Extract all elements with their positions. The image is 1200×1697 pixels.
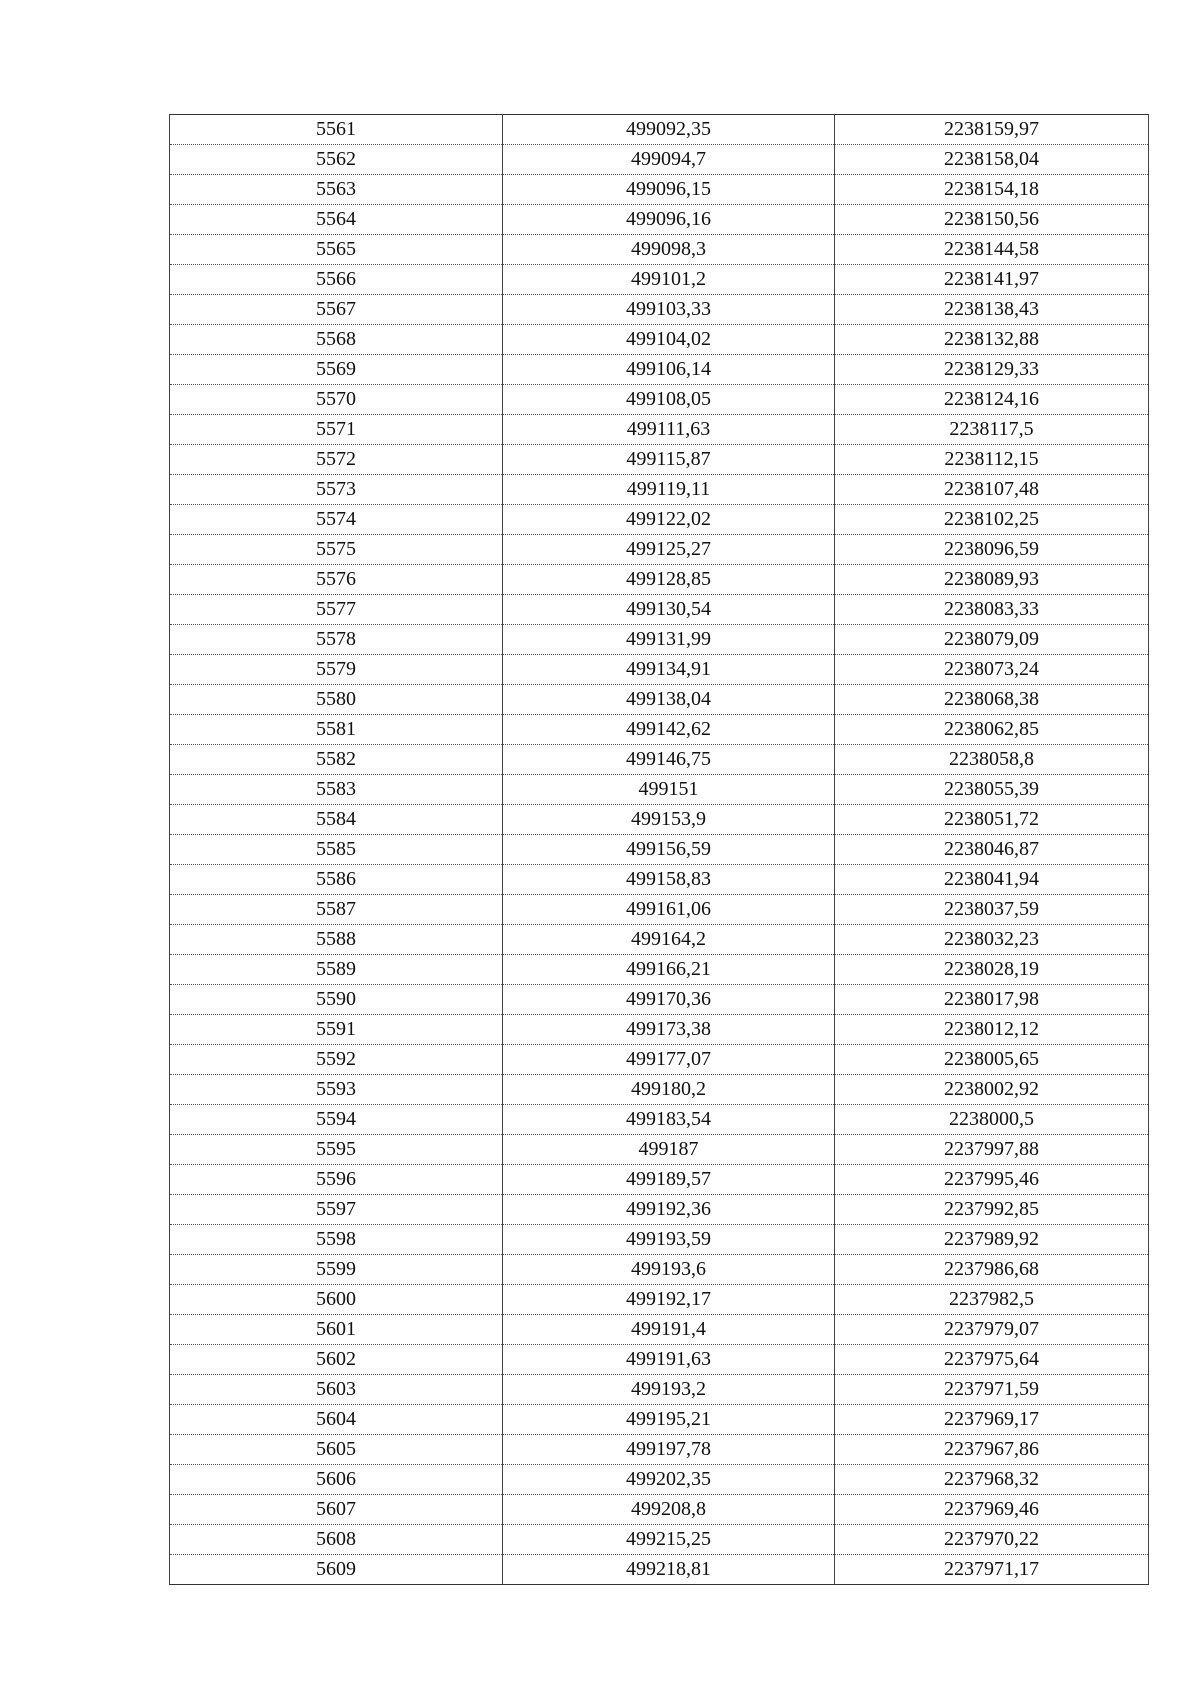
point-number-cell: 5563 bbox=[170, 175, 503, 205]
point-number-cell: 5590 bbox=[170, 985, 503, 1015]
x-coordinate-cell: 499156,59 bbox=[503, 835, 835, 865]
x-coordinate-cell: 499142,62 bbox=[503, 715, 835, 745]
x-coordinate-cell: 499192,36 bbox=[503, 1195, 835, 1225]
table-row bbox=[170, 1555, 1149, 1585]
y-coordinate-cell: 2238005,65 bbox=[835, 1045, 1149, 1075]
table-row bbox=[170, 325, 1149, 355]
x-coordinate-cell: 499096,15 bbox=[503, 175, 835, 205]
y-coordinate-cell: 2237997,88 bbox=[835, 1135, 1149, 1165]
x-coordinate-cell: 499189,57 bbox=[503, 1165, 835, 1195]
x-coordinate-cell: 499197,78 bbox=[503, 1435, 835, 1465]
table-row bbox=[170, 1345, 1149, 1375]
x-coordinate-cell: 499098,3 bbox=[503, 235, 835, 265]
table-row bbox=[170, 925, 1149, 955]
x-coordinate-cell: 499180,2 bbox=[503, 1075, 835, 1105]
y-coordinate-cell: 2238037,59 bbox=[835, 895, 1149, 925]
x-coordinate-cell: 499193,6 bbox=[503, 1255, 835, 1285]
y-coordinate-cell: 2237982,5 bbox=[835, 1285, 1149, 1315]
point-number-cell: 5569 bbox=[170, 355, 503, 385]
x-coordinate-cell: 499161,06 bbox=[503, 895, 835, 925]
y-coordinate-cell: 2238002,92 bbox=[835, 1075, 1149, 1105]
x-coordinate-cell: 499193,59 bbox=[503, 1225, 835, 1255]
table-row bbox=[170, 715, 1149, 745]
x-coordinate-cell: 499108,05 bbox=[503, 385, 835, 415]
table-row bbox=[170, 895, 1149, 925]
table-row bbox=[170, 1255, 1149, 1285]
x-coordinate-cell: 499138,04 bbox=[503, 685, 835, 715]
y-coordinate-cell: 2238102,25 bbox=[835, 505, 1149, 535]
x-coordinate-cell: 499153,9 bbox=[503, 805, 835, 835]
table-row bbox=[170, 1495, 1149, 1525]
x-coordinate-cell: 499191,4 bbox=[503, 1315, 835, 1345]
table-row bbox=[170, 1225, 1149, 1255]
point-number-cell: 5583 bbox=[170, 775, 503, 805]
table-row bbox=[170, 1195, 1149, 1225]
y-coordinate-cell: 2238068,38 bbox=[835, 685, 1149, 715]
table-row bbox=[170, 295, 1149, 325]
point-number-cell: 5606 bbox=[170, 1465, 503, 1495]
table-row bbox=[170, 505, 1149, 535]
y-coordinate-cell: 2238138,43 bbox=[835, 295, 1149, 325]
point-number-cell: 5565 bbox=[170, 235, 503, 265]
table-row bbox=[170, 415, 1149, 445]
x-coordinate-cell: 499096,16 bbox=[503, 205, 835, 235]
table-row bbox=[170, 355, 1149, 385]
y-coordinate-cell: 2238150,56 bbox=[835, 205, 1149, 235]
table-row bbox=[170, 985, 1149, 1015]
table-row bbox=[170, 625, 1149, 655]
y-coordinate-cell: 2237967,86 bbox=[835, 1435, 1149, 1465]
y-coordinate-cell: 2238112,15 bbox=[835, 445, 1149, 475]
y-coordinate-cell: 2237992,85 bbox=[835, 1195, 1149, 1225]
y-coordinate-cell: 2237971,17 bbox=[835, 1555, 1149, 1585]
x-coordinate-cell: 499111,63 bbox=[503, 415, 835, 445]
x-coordinate-cell: 499128,85 bbox=[503, 565, 835, 595]
y-coordinate-cell: 2238083,33 bbox=[835, 595, 1149, 625]
point-number-cell: 5580 bbox=[170, 685, 503, 715]
y-coordinate-cell: 2237969,46 bbox=[835, 1495, 1149, 1525]
table-row bbox=[170, 1285, 1149, 1315]
x-coordinate-cell: 499146,75 bbox=[503, 745, 835, 775]
point-number-cell: 5570 bbox=[170, 385, 503, 415]
x-coordinate-cell: 499193,2 bbox=[503, 1375, 835, 1405]
point-number-cell: 5602 bbox=[170, 1345, 503, 1375]
x-coordinate-cell: 499183,54 bbox=[503, 1105, 835, 1135]
y-coordinate-cell: 2238144,58 bbox=[835, 235, 1149, 265]
x-coordinate-cell: 499218,81 bbox=[503, 1555, 835, 1585]
x-coordinate-cell: 499125,27 bbox=[503, 535, 835, 565]
y-coordinate-cell: 2238062,85 bbox=[835, 715, 1149, 745]
y-coordinate-cell: 2238058,8 bbox=[835, 745, 1149, 775]
point-number-cell: 5600 bbox=[170, 1285, 503, 1315]
point-number-cell: 5562 bbox=[170, 145, 503, 175]
table-row bbox=[170, 1015, 1149, 1045]
y-coordinate-cell: 2238041,94 bbox=[835, 865, 1149, 895]
table-row bbox=[170, 1405, 1149, 1435]
y-coordinate-cell: 2238154,18 bbox=[835, 175, 1149, 205]
table-row bbox=[170, 865, 1149, 895]
y-coordinate-cell: 2238158,04 bbox=[835, 145, 1149, 175]
y-coordinate-cell: 2238017,98 bbox=[835, 985, 1149, 1015]
y-coordinate-cell: 2238051,72 bbox=[835, 805, 1149, 835]
x-coordinate-cell: 499158,83 bbox=[503, 865, 835, 895]
table-row bbox=[170, 1315, 1149, 1345]
table-row bbox=[170, 205, 1149, 235]
y-coordinate-cell: 2238046,87 bbox=[835, 835, 1149, 865]
point-number-cell: 5578 bbox=[170, 625, 503, 655]
point-number-cell: 5597 bbox=[170, 1195, 503, 1225]
x-coordinate-cell: 499166,21 bbox=[503, 955, 835, 985]
table-row bbox=[170, 1435, 1149, 1465]
x-coordinate-cell: 499106,14 bbox=[503, 355, 835, 385]
table-row bbox=[170, 265, 1149, 295]
y-coordinate-cell: 2238159,97 bbox=[835, 115, 1149, 145]
point-number-cell: 5574 bbox=[170, 505, 503, 535]
point-number-cell: 5604 bbox=[170, 1405, 503, 1435]
x-coordinate-cell: 499202,35 bbox=[503, 1465, 835, 1495]
table-row bbox=[170, 1075, 1149, 1105]
y-coordinate-cell: 2238028,19 bbox=[835, 955, 1149, 985]
point-number-cell: 5605 bbox=[170, 1435, 503, 1465]
y-coordinate-cell: 2237986,68 bbox=[835, 1255, 1149, 1285]
x-coordinate-cell: 499094,7 bbox=[503, 145, 835, 175]
table-row bbox=[170, 1105, 1149, 1135]
y-coordinate-cell: 2237995,46 bbox=[835, 1165, 1149, 1195]
point-number-cell: 5603 bbox=[170, 1375, 503, 1405]
x-coordinate-cell: 499122,02 bbox=[503, 505, 835, 535]
table-row bbox=[170, 1045, 1149, 1075]
point-number-cell: 5567 bbox=[170, 295, 503, 325]
y-coordinate-cell: 2237989,92 bbox=[835, 1225, 1149, 1255]
point-number-cell: 5579 bbox=[170, 655, 503, 685]
table-row bbox=[170, 1525, 1149, 1555]
point-number-cell: 5582 bbox=[170, 745, 503, 775]
x-coordinate-cell: 499115,87 bbox=[503, 445, 835, 475]
point-number-cell: 5561 bbox=[170, 115, 503, 145]
point-number-cell: 5591 bbox=[170, 1015, 503, 1045]
y-coordinate-cell: 2238107,48 bbox=[835, 475, 1149, 505]
x-coordinate-cell: 499208,8 bbox=[503, 1495, 835, 1525]
y-coordinate-cell: 2238089,93 bbox=[835, 565, 1149, 595]
point-number-cell: 5572 bbox=[170, 445, 503, 475]
point-number-cell: 5564 bbox=[170, 205, 503, 235]
coordinates-table-body bbox=[170, 115, 1149, 1585]
x-coordinate-cell: 499104,02 bbox=[503, 325, 835, 355]
x-coordinate-cell: 499164,2 bbox=[503, 925, 835, 955]
x-coordinate-cell: 499177,07 bbox=[503, 1045, 835, 1075]
point-number-cell: 5581 bbox=[170, 715, 503, 745]
y-coordinate-cell: 2238117,5 bbox=[835, 415, 1149, 445]
point-number-cell: 5601 bbox=[170, 1315, 503, 1345]
y-coordinate-cell: 2238132,88 bbox=[835, 325, 1149, 355]
x-coordinate-cell: 499119,11 bbox=[503, 475, 835, 505]
x-coordinate-cell: 499151 bbox=[503, 775, 835, 805]
table-row bbox=[170, 385, 1149, 415]
table-row bbox=[170, 745, 1149, 775]
y-coordinate-cell: 2238141,97 bbox=[835, 265, 1149, 295]
table-row bbox=[170, 595, 1149, 625]
x-coordinate-cell: 499101,2 bbox=[503, 265, 835, 295]
y-coordinate-cell: 2237971,59 bbox=[835, 1375, 1149, 1405]
point-number-cell: 5594 bbox=[170, 1105, 503, 1135]
point-number-cell: 5575 bbox=[170, 535, 503, 565]
table-row bbox=[170, 1135, 1149, 1165]
table-row bbox=[170, 1165, 1149, 1195]
table-row bbox=[170, 685, 1149, 715]
point-number-cell: 5599 bbox=[170, 1255, 503, 1285]
x-coordinate-cell: 499103,33 bbox=[503, 295, 835, 325]
y-coordinate-cell: 2237979,07 bbox=[835, 1315, 1149, 1345]
y-coordinate-cell: 2238129,33 bbox=[835, 355, 1149, 385]
x-coordinate-cell: 499134,91 bbox=[503, 655, 835, 685]
point-number-cell: 5577 bbox=[170, 595, 503, 625]
point-number-cell: 5595 bbox=[170, 1135, 503, 1165]
y-coordinate-cell: 2238073,24 bbox=[835, 655, 1149, 685]
y-coordinate-cell: 2238096,59 bbox=[835, 535, 1149, 565]
y-coordinate-cell: 2238012,12 bbox=[835, 1015, 1149, 1045]
y-coordinate-cell: 2238079,09 bbox=[835, 625, 1149, 655]
x-coordinate-cell: 499187 bbox=[503, 1135, 835, 1165]
point-number-cell: 5596 bbox=[170, 1165, 503, 1195]
x-coordinate-cell: 499195,21 bbox=[503, 1405, 835, 1435]
y-coordinate-cell: 2237969,17 bbox=[835, 1405, 1149, 1435]
table-row bbox=[170, 805, 1149, 835]
x-coordinate-cell: 499092,35 bbox=[503, 115, 835, 145]
x-coordinate-cell: 499192,17 bbox=[503, 1285, 835, 1315]
y-coordinate-cell: 2237968,32 bbox=[835, 1465, 1149, 1495]
point-number-cell: 5584 bbox=[170, 805, 503, 835]
coordinates-table bbox=[169, 114, 1149, 1585]
point-number-cell: 5589 bbox=[170, 955, 503, 985]
y-coordinate-cell: 2238055,39 bbox=[835, 775, 1149, 805]
point-number-cell: 5609 bbox=[170, 1555, 503, 1585]
x-coordinate-cell: 499173,38 bbox=[503, 1015, 835, 1045]
table-row bbox=[170, 445, 1149, 475]
table-row bbox=[170, 955, 1149, 985]
point-number-cell: 5568 bbox=[170, 325, 503, 355]
table-row bbox=[170, 235, 1149, 265]
table-row bbox=[170, 145, 1149, 175]
table-row bbox=[170, 115, 1149, 145]
point-number-cell: 5588 bbox=[170, 925, 503, 955]
table-row bbox=[170, 565, 1149, 595]
x-coordinate-cell: 499131,99 bbox=[503, 625, 835, 655]
y-coordinate-cell: 2238124,16 bbox=[835, 385, 1149, 415]
x-coordinate-cell: 499170,36 bbox=[503, 985, 835, 1015]
point-number-cell: 5587 bbox=[170, 895, 503, 925]
table-row bbox=[170, 475, 1149, 505]
point-number-cell: 5607 bbox=[170, 1495, 503, 1525]
y-coordinate-cell: 2237970,22 bbox=[835, 1525, 1149, 1555]
table-row bbox=[170, 655, 1149, 685]
x-coordinate-cell: 499191,63 bbox=[503, 1345, 835, 1375]
point-number-cell: 5573 bbox=[170, 475, 503, 505]
table-row bbox=[170, 1465, 1149, 1495]
point-number-cell: 5592 bbox=[170, 1045, 503, 1075]
table-row bbox=[170, 1375, 1149, 1405]
point-number-cell: 5593 bbox=[170, 1075, 503, 1105]
y-coordinate-cell: 2237975,64 bbox=[835, 1345, 1149, 1375]
point-number-cell: 5576 bbox=[170, 565, 503, 595]
table-row bbox=[170, 175, 1149, 205]
table-row bbox=[170, 835, 1149, 865]
table-row bbox=[170, 535, 1149, 565]
point-number-cell: 5608 bbox=[170, 1525, 503, 1555]
table-row bbox=[170, 775, 1149, 805]
point-number-cell: 5585 bbox=[170, 835, 503, 865]
x-coordinate-cell: 499215,25 bbox=[503, 1525, 835, 1555]
x-coordinate-cell: 499130,54 bbox=[503, 595, 835, 625]
point-number-cell: 5571 bbox=[170, 415, 503, 445]
point-number-cell: 5566 bbox=[170, 265, 503, 295]
y-coordinate-cell: 2238032,23 bbox=[835, 925, 1149, 955]
point-number-cell: 5586 bbox=[170, 865, 503, 895]
y-coordinate-cell: 2238000,5 bbox=[835, 1105, 1149, 1135]
point-number-cell: 5598 bbox=[170, 1225, 503, 1255]
